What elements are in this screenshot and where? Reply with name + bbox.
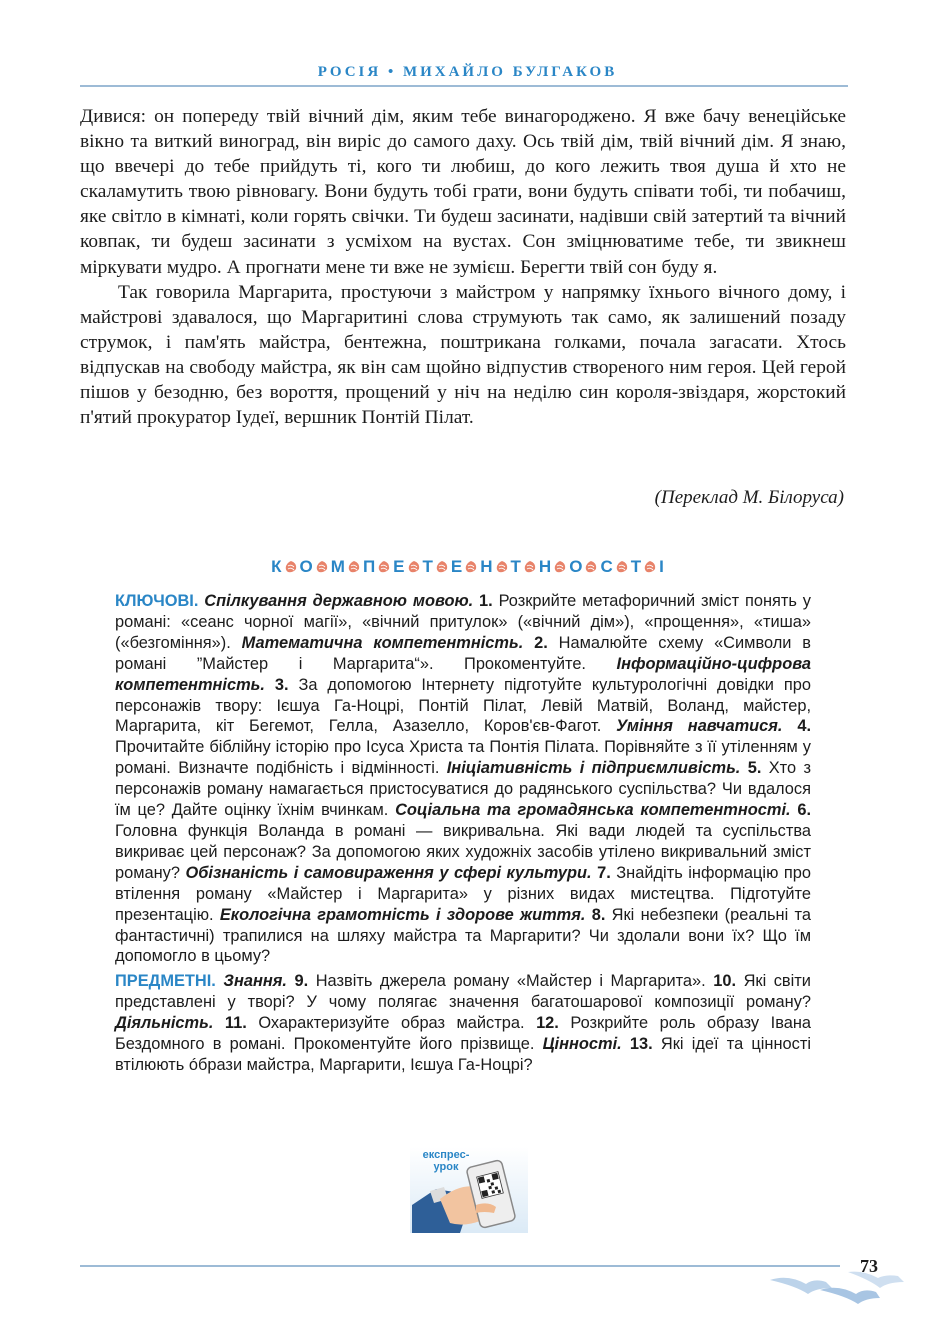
task-text: Які світи представлені у творі? У чому полягає значення багатошарової композиції роману? [115, 972, 811, 1012]
heading-ornament-icon [347, 560, 361, 574]
task-number: 1. [479, 592, 493, 610]
key-competences-label: КЛЮЧОВІ. [115, 592, 199, 610]
task-number: 4. [797, 717, 811, 736]
competence-name: Математична компетентність. [241, 633, 524, 652]
heading-ornament-icon [464, 560, 478, 574]
excerpt-paragraph: Дивися: он попереду твій вічний дім, яким тебе винагороджено. Я вже бачу венеційське вікно та виткий виноград, він виріс до самого даху. Ось твій дім, твій вічний дім. Я знаю, що ввечері до тебе прийдуть ті, кого ти любиш, до кого лежить твоя душа й хто не скаламутить твою рівновагу. Вони будуть тобі грати, вони будуть співати тобі, ти побачиш, яке світло в кімнаті, коли горять свічки. Ти будеш засинати, надівши свій затертий та вічний ковпак, ти будеш засинати з усміхом на вустах. Сон зміцнюватиме тебе, ти звикнеш міркувати мудро. А прогнати мене ти вже не зумієш. Берегти твій сон буду я. [80, 106, 846, 278]
task-text: Які ідеї та цінності втілюють óбрази майстра, Маргарити, Ієшуа Га-Ноцрі? [115, 1035, 811, 1074]
task-text: Розкрийте метафоричний зміст понять у романі: «сеанс чорної магії», «вічний притулок» («вічний дім»), «прощення», «тиша» («безгоміння»). [115, 592, 811, 652]
task-number: 10. [713, 972, 737, 991]
task-number: 2. [534, 633, 548, 652]
heading-ornament-icon [495, 560, 509, 574]
competence-name: Екологічна грамотність і здорове життя. [219, 905, 586, 924]
competence-heading [0, 555, 935, 579]
heading-letter: М [330, 557, 345, 576]
task-number: 13. [629, 1035, 653, 1054]
heading-letter: К [271, 557, 282, 576]
heading-ornament-icon [435, 560, 449, 574]
heading-letter: Т [422, 557, 433, 576]
task-number: 3. [274, 675, 289, 694]
heading-letter: Т [630, 557, 642, 576]
heading-letter: Н [538, 557, 552, 576]
heading-letter: Е [393, 557, 405, 576]
task-number: 11. [224, 1014, 247, 1033]
heading-letter: О [569, 557, 583, 576]
task-text: Намалюйте схему «Символи в романі ”Майстер і Маргарита“». Прокоментуйте. [115, 633, 811, 673]
task-text: Які небезпеки (реальні та фантастичні) трапилися на шляху майстра та Маргарити? Чи здолали вони їх? Що їм допомогло в цьому? [115, 905, 811, 966]
page-number: 73 [860, 1256, 878, 1276]
subject-competences-body [115, 972, 811, 1074]
competence-name: Ініціативність і підприємливість. [446, 759, 741, 778]
task-text: Назвіть джерела роману «Майстер і Маргарита». [315, 972, 706, 991]
competence-name: Цінності. [542, 1035, 622, 1054]
heading-ornament-icon [584, 560, 598, 574]
seagulls-decoration [768, 1268, 908, 1308]
task-text: Хто з персонажів роману намагається пристосуватися до радянського суспільства? Чи вдалося їм це? Дайте оцінку їхнім вчинкам. [115, 759, 811, 820]
task-text: Охарактеризуйте образ майстра. [258, 1014, 525, 1033]
key-competences-body [115, 592, 811, 965]
heading-ornament-icon [407, 560, 421, 574]
heading-ornament-icon [284, 560, 298, 574]
heading-ornament-icon [377, 560, 391, 574]
subject-competences-label: ПРЕДМЕТНІ. [115, 972, 216, 991]
heading-letter: Н [480, 557, 493, 576]
competence-name: Соціальна та громадянська компетентності. [395, 801, 791, 820]
competence-name: Діяльність. [115, 1014, 214, 1033]
express-lesson-icon[interactable] [410, 1147, 528, 1233]
excerpt-paragraph: Так говорила Маргарита, простуючи з майстром у напрямку їхнього вічного дому, і майстрові здавалося, що Маргаритині слова струмують так само, як залишений позаду струмок, і пам'ять майстра, бентежна, поштрикана голками, почала загасати. Хтось відпускав на свободу майстра, як він сам щойно відпустив створеного ним героя. Цей герой пішов у безодню, без вороття, прощений у ніч на неділю син короля-звіздаря, жорстокий п'ятий прокуратор Іудеї, вершник Понтій Пілат. [80, 281, 846, 429]
task-number: 8. [591, 905, 606, 924]
heading-ornament-icon [315, 560, 329, 574]
task-text: Головна функція Воланда в романі — викривальна. Які вади людей та суспільства викриває цей персонаж? За допомогою яких художніх засобів утілено викривальний зміст роману? [115, 821, 811, 882]
heading-ornament-icon [615, 560, 629, 574]
heading-letter: І [659, 557, 664, 576]
task-text: Розкрийте роль образу Івана Бездомного в романі. Прокоментуйте його прізвище. [115, 1014, 811, 1054]
running-header: РОСІЯ • МИХАЙЛО БУЛГАКОВ [317, 64, 618, 80]
task-text: За допомогою Інтернету підготуйте культурологічні довідки про персонажів твору: Ієшуа Га-Ноцрі, Понтій Пілат, Левій Матвій, Воланд, майстер, Маргарита, кіт Бегемот, Гелла, Азазелло, Коров'єв-Фагот. [115, 675, 811, 736]
heading-ornament-icon [553, 560, 567, 574]
heading-letter: С [600, 557, 613, 576]
competence-name: Знання. [223, 972, 287, 991]
task-text: Прочитайте біблійну історію про Ісуса Христа та Понтія Пілата. Порівняйте з її утіленням у романі. Визначте подібність і відмінності. [115, 738, 811, 778]
express-label-line1: експрес- [422, 1149, 470, 1161]
translation-credit: (Переклад М. Білоруса) [654, 487, 844, 508]
subject-competences [115, 971, 811, 1076]
key-competences [115, 591, 811, 967]
heading-ornament-icon [643, 560, 657, 574]
footer-divider [80, 1265, 840, 1267]
express-label-line2: урок [433, 1161, 459, 1173]
competence-name: Уміння навчатися. [616, 717, 783, 736]
heading-letter: Т [510, 557, 521, 576]
competence-tasks [115, 591, 811, 1080]
heading-letter: О [299, 557, 313, 576]
task-number: 9. [294, 972, 309, 991]
task-number: 12. [536, 1014, 559, 1033]
competence-name: Обізнаність і самовираження у сфері культури. [185, 863, 592, 882]
competence-name: Інформаційно-цифрова компетентність. [115, 654, 812, 694]
header-divider [80, 85, 848, 87]
heading-letter: Е [450, 557, 463, 576]
task-number: 5. [747, 759, 762, 778]
task-text: Знайдіть інформацію про втілення роману «Майстер і Маргарита» у різних видах мистецтва. Підготуйте презентацію. [115, 863, 811, 924]
competence-name: Спілкування державною мовою. [204, 592, 474, 610]
novel-excerpt [80, 104, 846, 430]
task-number: 7. [597, 863, 611, 882]
heading-letter: П [362, 557, 376, 576]
task-number: 6. [797, 801, 811, 820]
heading-ornament-icon [523, 560, 537, 574]
